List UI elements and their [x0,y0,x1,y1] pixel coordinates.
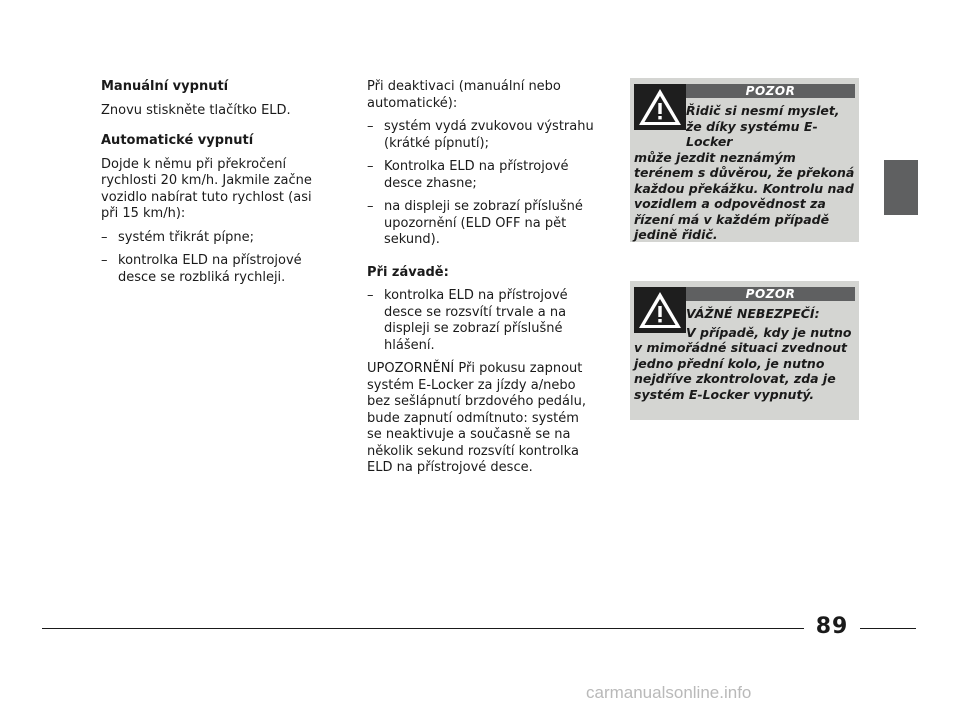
list-item: – kontrolka ELD na přístrojové desce se rozbliká rychleji. [101,253,302,285]
list-item: – systém třikrát pípne; [101,229,254,245]
list-item: – Kontrolka ELD na přístrojové desce zhasne; [367,159,569,191]
warning-box [630,78,859,242]
warning-paragraph: UPOZORNĚNÍ Při pokusu zapnout systém E-Locker za jízdy a/nebo bez sešlápnutí brzdového pedálu, bude zapnutí odmítnuto: systém se neaktivuje a současně se na několik sekund rozsvítí kontrolka ELD na přístrojové desce. [367,361,586,475]
warning-text: VÁŽNÉ NEBEZPEČÍ: V případě, kdy je nutno v mimořádné situaci zvednout jedno přední kolo, je nutno nejdříve zkontrolovat, zda je systém E-Locker vypnutý. [634,306,852,402]
manual-off-text: Znovu stiskněte tlačítko ELD. [101,102,291,118]
heading-fault: Při závadě: [367,264,449,280]
footer-rule [42,628,804,629]
heading-auto-off: Automatické vypnutí [101,133,254,148]
list-item: – systém vydá zvukovou výstrahu (krátké pípnutí); [367,119,594,151]
warning-text: Řidič si nesmí myslet, že díky systému E-Locker může jezdit neznámým terénem s důvěrou, že překoná každou překážku. Kontrolu nad vozidlem a odpovědnost za řízení má v každém případě jedině řidič. [634,103,855,242]
warning-box [630,281,859,420]
watermark: carmanualsonline.info [586,683,752,702]
warning-label: POZOR [686,84,855,98]
list-item: – kontrolka ELD na přístrojové desce se rozsvítí trvale a na displeji se zobrazí příslušné hlášení. [367,288,568,353]
section-tab [884,160,918,215]
heading-manual-off: Manuální vypnutí [101,79,229,94]
warning-label: POZOR [686,287,855,301]
auto-off-text: Dojde k němu při překročení rychlosti 20 km/h. Jakmile začne vozidlo nabírat tuto rychlost (asi při 15 km/h): [101,156,312,221]
middle-column [367,79,595,484]
footer-rule [860,628,916,629]
deactivation-intro: Při deaktivaci (manuální nebo automatické): [367,79,561,111]
page-number: 89 [815,614,849,639]
list-item: – na displeji se zobrazí příslušné upozornění (ELD OFF na pět sekund). [367,199,583,247]
left-column [101,79,329,293]
